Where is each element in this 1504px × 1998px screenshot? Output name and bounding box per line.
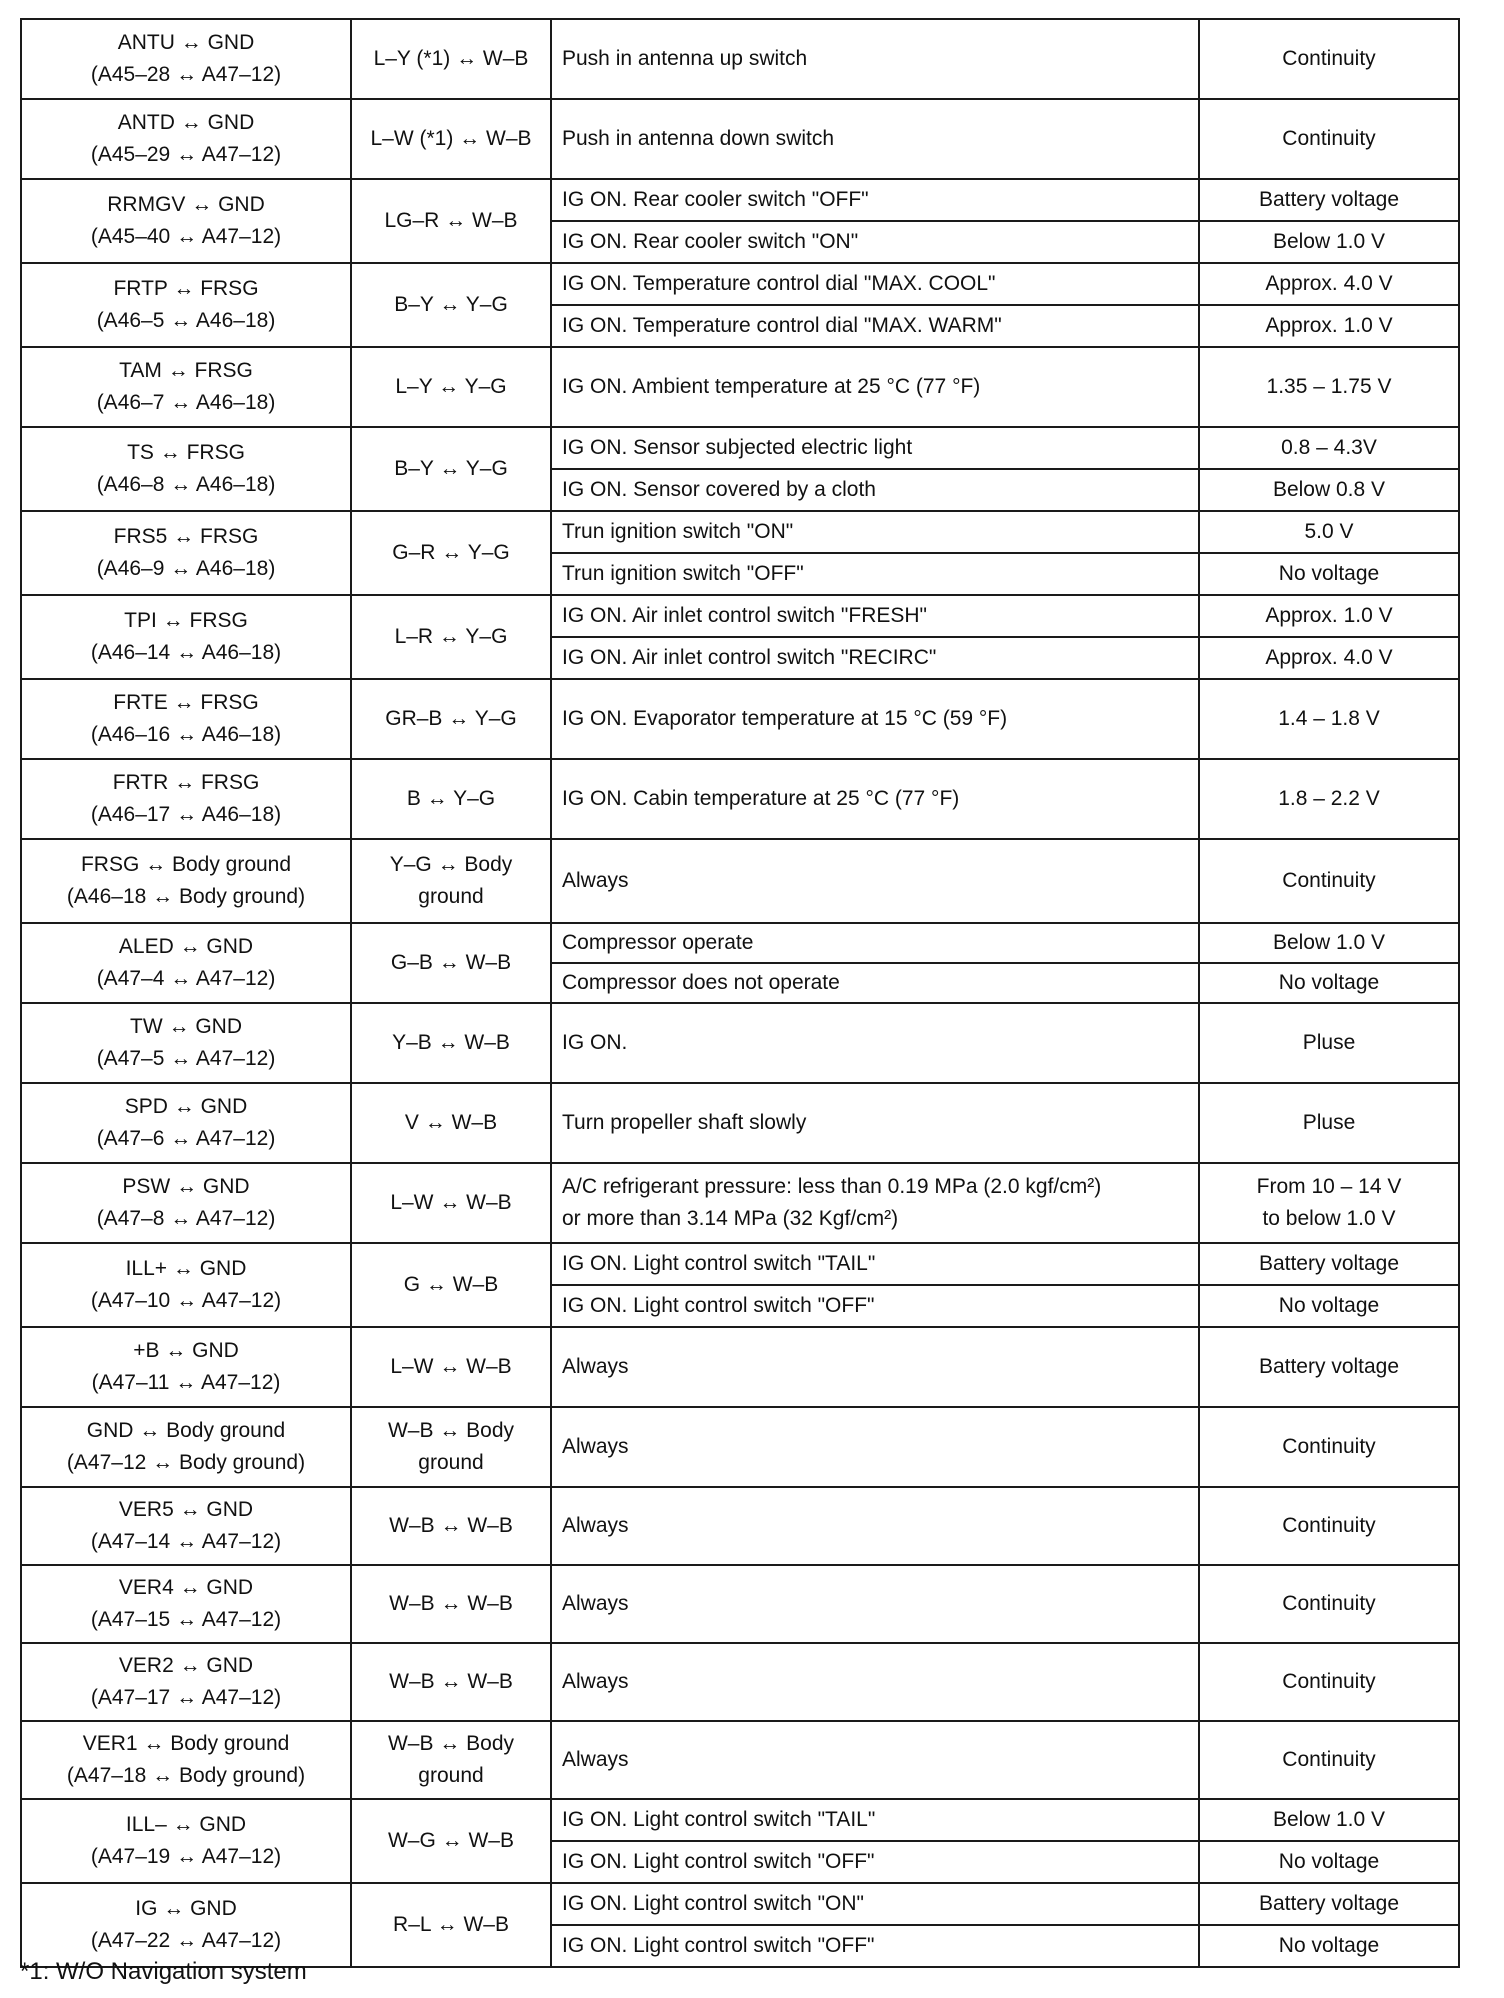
spec-cell	[1199, 511, 1459, 553]
spec-text: No voltage	[1278, 1850, 1380, 1873]
condition-text: Push in antenna down switch	[562, 127, 835, 150]
condition-text: IG ON. Light control switch "OFF"	[562, 1294, 875, 1317]
table-row	[21, 1799, 1459, 1841]
spec-text: 5.0 V	[1304, 520, 1354, 543]
spec-text: No voltage	[1278, 562, 1380, 585]
condition-cell	[551, 347, 1199, 427]
terminal-cell	[21, 1565, 351, 1643]
condition-text: Always	[562, 1514, 629, 1537]
spec-cell	[1199, 1285, 1459, 1327]
condition-cell	[551, 1643, 1199, 1721]
spec-cell	[1199, 1841, 1459, 1883]
terminal-pins: (A47–8 ↔ A47–12)	[96, 1207, 276, 1230]
condition-cell	[551, 923, 1199, 963]
wiring-color-cell: B–Y ↔ Y–G	[351, 263, 551, 347]
terminal-pins: (A47–11 ↔ A47–12)	[91, 1371, 281, 1394]
terminal-pins: (A46–18 ↔ Body ground)	[66, 885, 306, 908]
spec-text: Below 1.0 V	[1272, 230, 1386, 253]
wiring-color-cell: GR–B ↔ Y–G	[351, 679, 551, 759]
condition-cell	[551, 1285, 1199, 1327]
terminal-pins: (A47–5 ↔ A47–12)	[96, 1047, 276, 1070]
wiring-color-cell: L–Y (*1) ↔ W–B	[351, 19, 551, 99]
terminal-cell	[21, 923, 351, 1003]
terminal-pins: (A45–28 ↔ A47–12)	[90, 63, 282, 86]
terminal-cell	[21, 347, 351, 427]
terminal-name: TAM ↔ FRSG	[119, 359, 253, 382]
terminal-name: TPI ↔ FRSG	[124, 609, 248, 632]
wiring-color-cell: L–Y ↔ Y–G	[351, 347, 551, 427]
terminal-pins: (A45–40 ↔ A47–12)	[90, 225, 282, 248]
terminal-pins: (A47–22 ↔ A47–12)	[90, 1929, 282, 1952]
spec-cell	[1199, 1799, 1459, 1841]
spec-text: From 10 – 14 V	[1256, 1175, 1402, 1198]
condition-text: IG ON. Sensor subjected electric light	[562, 436, 913, 459]
wiring-color-cell: W–B ↔ W–B	[351, 1487, 551, 1565]
condition-text: IG ON. Light control switch "TAIL"	[562, 1252, 876, 1275]
terminal-name: PSW ↔ GND	[122, 1175, 250, 1198]
condition-cell	[551, 99, 1199, 179]
terminal-spec-table	[20, 18, 1460, 1968]
table-row	[21, 923, 1459, 963]
condition-cell	[551, 427, 1199, 469]
wiring-color-cell: L–W (*1) ↔ W–B	[351, 99, 551, 179]
wiring-color-cell: W–B ↔ W–B	[351, 1643, 551, 1721]
table-row	[21, 1407, 1459, 1487]
wiring-color-cell: W–B ↔ Body ground	[351, 1407, 551, 1487]
spec-text: Below 1.0 V	[1272, 931, 1386, 954]
condition-cell	[551, 1799, 1199, 1841]
condition-cell	[551, 179, 1199, 221]
condition-text: IG ON. Air inlet control switch "FRESH"	[562, 604, 927, 627]
terminal-cell	[21, 1407, 351, 1487]
terminal-name: ANTU ↔ GND	[117, 31, 255, 54]
terminal-name: ALED ↔ GND	[118, 935, 254, 958]
spec-text: Continuity	[1282, 1514, 1376, 1537]
terminal-name: FRSG ↔ Body ground	[80, 853, 292, 876]
table-row	[21, 99, 1459, 179]
spec-cell	[1199, 1643, 1459, 1721]
condition-text: Compressor operate	[562, 931, 754, 954]
terminal-cell	[21, 1643, 351, 1721]
spec-text: 0.8 – 4.3V	[1281, 436, 1377, 459]
terminal-name: +B ↔ GND	[133, 1339, 239, 1362]
spec-text: Battery voltage	[1258, 1892, 1400, 1915]
terminal-pins: (A47–15 ↔ A47–12)	[90, 1608, 282, 1631]
condition-cell	[551, 221, 1199, 263]
spec-text: Battery voltage	[1258, 188, 1400, 211]
terminal-cell	[21, 179, 351, 263]
terminal-pins: (A46–17 ↔ A46–18)	[90, 803, 282, 826]
wiring-color-cell: B ↔ Y–G	[351, 759, 551, 839]
condition-cell	[551, 1487, 1199, 1565]
condition-text: IG ON. Light control switch "OFF"	[562, 1850, 875, 1873]
condition-cell	[551, 759, 1199, 839]
spec-cell	[1199, 1565, 1459, 1643]
spec-cell	[1199, 1721, 1459, 1799]
table-row	[21, 1565, 1459, 1643]
spec-cell	[1199, 553, 1459, 595]
condition-text: IG ON. Light control switch "TAIL"	[562, 1808, 876, 1831]
condition-cell	[551, 679, 1199, 759]
terminal-name: VER4 ↔ GND	[118, 1576, 254, 1599]
terminal-name: ILL– ↔ GND	[125, 1813, 247, 1836]
terminal-cell	[21, 1327, 351, 1407]
condition-cell	[551, 19, 1199, 99]
spec-text: Continuity	[1282, 127, 1376, 150]
terminal-name: TS ↔ FRSG	[127, 441, 245, 464]
condition-cell	[551, 1163, 1199, 1243]
spec-cell	[1199, 221, 1459, 263]
terminal-pins: (A47–14 ↔ A47–12)	[90, 1530, 282, 1553]
condition-cell	[551, 1925, 1199, 1967]
terminal-name: VER1 ↔ Body ground	[82, 1732, 290, 1755]
terminal-spec-body	[21, 19, 1459, 1967]
wiring-color-cell: B–Y ↔ Y–G	[351, 427, 551, 511]
table-row	[21, 19, 1459, 99]
terminal-pins: (A46–8 ↔ A46–18)	[96, 473, 276, 496]
table-row	[21, 179, 1459, 221]
condition-text: IG ON. Rear cooler switch "ON"	[562, 230, 859, 253]
spec-text: Pluse	[1302, 1111, 1356, 1134]
condition-cell	[551, 1083, 1199, 1163]
terminal-pins: (A45–29 ↔ A47–12)	[90, 143, 282, 166]
spec-cell	[1199, 263, 1459, 305]
spec-cell	[1199, 839, 1459, 923]
condition-text: Always	[562, 1670, 629, 1693]
terminal-name: ILL+ ↔ GND	[125, 1257, 247, 1280]
spec-cell	[1199, 679, 1459, 759]
terminal-name: VER5 ↔ GND	[118, 1498, 254, 1521]
table-row	[21, 595, 1459, 637]
spec-cell	[1199, 637, 1459, 679]
condition-text: IG ON. Evaporator temperature at 15 °C (59 °F)	[562, 707, 1008, 730]
terminal-name: GND ↔ Body ground	[86, 1419, 286, 1442]
condition-cell	[551, 1841, 1199, 1883]
terminal-pins: (A47–17 ↔ A47–12)	[90, 1686, 282, 1709]
spec-cell	[1199, 1003, 1459, 1083]
condition-text: IG ON. Temperature control dial "MAX. WARM"	[562, 314, 1002, 337]
terminal-name: IG ↔ GND	[135, 1897, 237, 1920]
condition-text: IG ON. Cabin temperature at 25 °C (77 °F)	[562, 787, 960, 810]
table-row	[21, 1721, 1459, 1799]
wiring-color-cell: G ↔ W–B	[351, 1243, 551, 1327]
condition-text: Trun ignition switch "ON"	[562, 520, 794, 543]
condition-cell	[551, 469, 1199, 511]
spec-cell	[1199, 1163, 1459, 1243]
spec-text: Continuity	[1282, 1670, 1376, 1693]
condition-text: IG ON. Light control switch "OFF"	[562, 1934, 875, 1957]
spec-cell	[1199, 179, 1459, 221]
table-row	[21, 1643, 1459, 1721]
condition-cell	[551, 1565, 1199, 1643]
table-row	[21, 1327, 1459, 1407]
spec-cell	[1199, 1407, 1459, 1487]
condition-cell	[551, 595, 1199, 637]
table-row	[21, 263, 1459, 305]
table-row	[21, 759, 1459, 839]
condition-cell	[551, 263, 1199, 305]
spec-cell	[1199, 1083, 1459, 1163]
condition-text: Always	[562, 869, 629, 892]
terminal-cell	[21, 511, 351, 595]
spec-text: 1.35 – 1.75 V	[1266, 375, 1392, 398]
condition-text: Compressor does not operate	[562, 971, 840, 994]
terminal-pins: (A47–18 ↔ Body ground)	[66, 1764, 306, 1787]
condition-cell	[551, 1003, 1199, 1083]
spec-cell	[1199, 347, 1459, 427]
table-row	[21, 1883, 1459, 1925]
condition-cell	[551, 305, 1199, 347]
terminal-name: FRTR ↔ FRSG	[112, 771, 260, 794]
terminal-pins: (A47–10 ↔ A47–12)	[90, 1289, 282, 1312]
terminal-cell	[21, 1083, 351, 1163]
spec-text: 1.4 – 1.8 V	[1278, 707, 1380, 730]
condition-text: Always	[562, 1748, 629, 1771]
condition-text: Always	[562, 1435, 629, 1458]
table-row	[21, 839, 1459, 923]
wiring-color-cell: L–R ↔ Y–G	[351, 595, 551, 679]
terminal-cell	[21, 1799, 351, 1883]
spec-cell	[1199, 1487, 1459, 1565]
spec-text: Continuity	[1282, 47, 1376, 70]
table-row	[21, 1163, 1459, 1243]
spec-cell	[1199, 595, 1459, 637]
terminal-cell	[21, 759, 351, 839]
spec-cell	[1199, 19, 1459, 99]
terminal-pins: (A47–6 ↔ A47–12)	[96, 1127, 276, 1150]
wiring-color-cell: G–R ↔ Y–G	[351, 511, 551, 595]
spec-text: Approx. 1.0 V	[1265, 604, 1393, 627]
table-row	[21, 1487, 1459, 1565]
terminal-cell	[21, 1243, 351, 1327]
condition-cell	[551, 963, 1199, 1003]
condition-text: IG ON. Light control switch "ON"	[562, 1892, 864, 1915]
wiring-color-cell: R–L ↔ W–B	[351, 1883, 551, 1967]
condition-text: IG ON. Ambient temperature at 25 °C (77 °F)	[562, 375, 981, 398]
spec-text: Continuity	[1282, 869, 1376, 892]
terminal-name: RRMGV ↔ GND	[107, 193, 265, 216]
terminal-pins: (A47–12 ↔ Body ground)	[66, 1451, 306, 1474]
terminal-cell	[21, 1003, 351, 1083]
spec-cell	[1199, 1243, 1459, 1285]
spec-cell	[1199, 469, 1459, 511]
spec-cell	[1199, 99, 1459, 179]
condition-text: Always	[562, 1355, 629, 1378]
wiring-color-cell: W–B ↔ W–B	[351, 1565, 551, 1643]
spec-text: No voltage	[1278, 1294, 1380, 1317]
terminal-cell	[21, 1721, 351, 1799]
terminal-name: VER2 ↔ GND	[118, 1654, 254, 1677]
spec-text: to below 1.0 V	[1262, 1207, 1396, 1230]
table-row	[21, 427, 1459, 469]
terminal-pins: (A46–7 ↔ A46–18)	[96, 391, 276, 414]
condition-cell	[551, 1243, 1199, 1285]
wiring-color-cell: W–B ↔ Body ground	[351, 1721, 551, 1799]
spec-text: Approx. 4.0 V	[1265, 272, 1393, 295]
wiring-color-cell: L–W ↔ W–B	[351, 1163, 551, 1243]
spec-cell	[1199, 923, 1459, 963]
terminal-cell	[21, 839, 351, 923]
terminal-name: FRS5 ↔ FRSG	[113, 525, 259, 548]
spec-cell	[1199, 1883, 1459, 1925]
terminal-name: SPD ↔ GND	[124, 1095, 248, 1118]
terminal-cell	[21, 1163, 351, 1243]
condition-text: Always	[562, 1592, 629, 1615]
terminal-name: FRTP ↔ FRSG	[113, 277, 259, 300]
terminal-name: ANTD ↔ GND	[117, 111, 255, 134]
spec-text: Battery voltage	[1258, 1355, 1400, 1378]
table-row	[21, 1003, 1459, 1083]
condition-text: IG ON. Sensor covered by a cloth	[562, 478, 876, 501]
condition-cell	[551, 553, 1199, 595]
terminal-pins: (A46–9 ↔ A46–18)	[96, 557, 276, 580]
condition-text: A/C refrigerant pressure: less than 0.19 MPa (2.0 kgf/cm²)	[562, 1175, 1102, 1198]
condition-cell	[551, 1721, 1199, 1799]
terminal-cell	[21, 99, 351, 179]
terminal-name: FRTE ↔ FRSG	[113, 691, 259, 714]
wiring-color-cell: V ↔ W–B	[351, 1083, 551, 1163]
terminal-pins: (A47–19 ↔ A47–12)	[90, 1845, 282, 1868]
terminal-cell	[21, 19, 351, 99]
terminal-cell	[21, 679, 351, 759]
table-row	[21, 1083, 1459, 1163]
table-row	[21, 679, 1459, 759]
condition-text: IG ON. Air inlet control switch "RECIRC"	[562, 646, 937, 669]
terminal-cell	[21, 263, 351, 347]
wiring-color-cell: LG–R ↔ W–B	[351, 179, 551, 263]
table-row	[21, 347, 1459, 427]
spec-cell	[1199, 963, 1459, 1003]
terminal-name: TW ↔ GND	[130, 1015, 242, 1038]
condition-text: Push in antenna up switch	[562, 47, 808, 70]
spec-text: Approx. 1.0 V	[1265, 314, 1393, 337]
spec-cell	[1199, 759, 1459, 839]
terminal-pins: (A46–5 ↔ A46–18)	[96, 309, 276, 332]
condition-cell	[551, 1883, 1199, 1925]
spec-text: Continuity	[1282, 1748, 1376, 1771]
terminal-cell	[21, 595, 351, 679]
table-row	[21, 511, 1459, 553]
terminal-pins: (A46–16 ↔ A46–18)	[90, 723, 282, 746]
spec-text: Below 1.0 V	[1272, 1808, 1386, 1831]
condition-text: Trun ignition switch "OFF"	[562, 562, 804, 585]
wiring-color-cell: L–W ↔ W–B	[351, 1327, 551, 1407]
wiring-color-cell: G–B ↔ W–B	[351, 923, 551, 1003]
spec-cell	[1199, 427, 1459, 469]
condition-cell	[551, 839, 1199, 923]
spec-text: Pluse	[1302, 1031, 1356, 1054]
wiring-color-cell: W–G ↔ W–B	[351, 1799, 551, 1883]
condition-cell	[551, 511, 1199, 553]
condition-cell	[551, 1407, 1199, 1487]
table-row	[21, 1243, 1459, 1285]
terminal-cell	[21, 427, 351, 511]
spec-text: Below 0.8 V	[1272, 478, 1386, 501]
condition-cell	[551, 1327, 1199, 1407]
condition-text: Turn propeller shaft slowly	[562, 1111, 807, 1134]
spec-cell	[1199, 1327, 1459, 1407]
condition-text: IG ON.	[562, 1031, 628, 1054]
footnote: *1: W/O Navigation system	[20, 1958, 307, 1985]
spec-text: No voltage	[1278, 1934, 1380, 1957]
spec-text: Continuity	[1282, 1435, 1376, 1458]
wiring-color-cell: Y–B ↔ W–B	[351, 1003, 551, 1083]
spec-text: Approx. 4.0 V	[1265, 646, 1393, 669]
spec-cell	[1199, 305, 1459, 347]
terminal-pins: (A47–4 ↔ A47–12)	[96, 967, 276, 990]
terminal-cell	[21, 1883, 351, 1967]
spec-text: 1.8 – 2.2 V	[1278, 787, 1380, 810]
terminal-pins: (A46–14 ↔ A46–18)	[90, 641, 282, 664]
condition-text: IG ON. Temperature control dial "MAX. COOL"	[562, 272, 996, 295]
spec-text: No voltage	[1278, 971, 1380, 994]
wiring-color-cell: Y–G ↔ Body ground	[351, 839, 551, 923]
spec-cell	[1199, 1925, 1459, 1967]
condition-text: IG ON. Rear cooler switch "OFF"	[562, 188, 869, 211]
terminal-cell	[21, 1487, 351, 1565]
condition-text: or more than 3.14 MPa (32 Kgf/cm²)	[562, 1207, 899, 1230]
spec-text: Battery voltage	[1258, 1252, 1400, 1275]
spec-text: Continuity	[1282, 1592, 1376, 1615]
condition-cell	[551, 637, 1199, 679]
